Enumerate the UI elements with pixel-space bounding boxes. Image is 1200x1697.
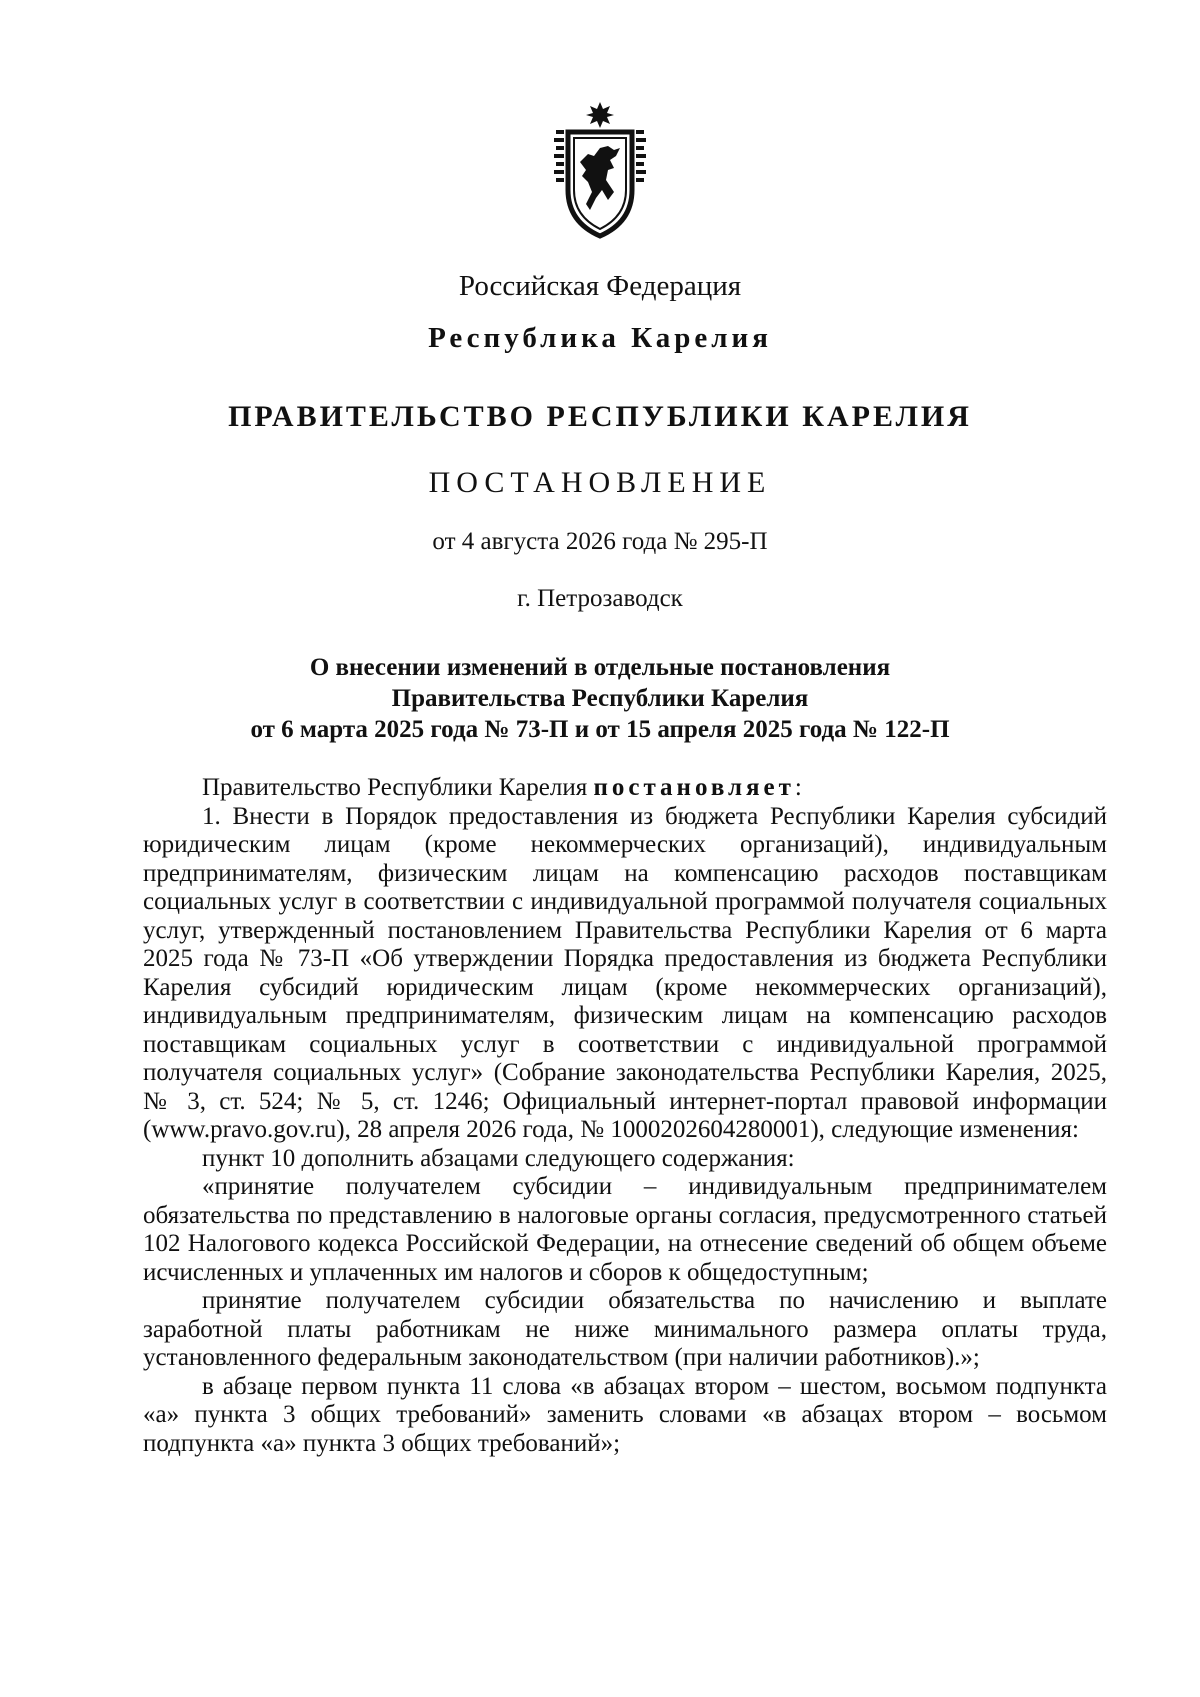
title-line-3: от 6 марта 2025 года № 73-П и от 15 апреля 2025 года № 122-П bbox=[250, 716, 950, 743]
coat-of-arms-emblem bbox=[550, 100, 650, 240]
document-date-number: от 4 августа 2026 года № 295-П bbox=[432, 528, 768, 555]
government-name: ПРАВИТЕЛЬСТВО РЕСПУБЛИКИ КАРЕЛИЯ bbox=[228, 400, 972, 433]
title-line-1: О внесении изменений в отдельные постановления bbox=[309, 654, 891, 681]
country-name: Российская Федерация bbox=[458, 270, 742, 302]
body-paragraph: в абзаце первом пункта 11 слова «в абзацах втором – шестом, восьмом подпункта «а» пункта 3 общих требований» заменить словами «в абзацах втором – восьмом подпункта «а» пункта 3 общих требований»; bbox=[143, 1372, 1107, 1457]
body-paragraph: пункт 10 дополнить абзацами следующего содержания: bbox=[202, 1144, 795, 1172]
body-paragraph: «принятие получателем субсидии – индивидуальным предпринимателем обязательства по представлению в налоговые органы согласия, предусмотренного статьей 102 Налогового кодекса Российской Федерации, на отнесение сведений об общем объеме исчисленных и уплаченных им налогов и сборов к общедоступным; bbox=[143, 1173, 1107, 1286]
body-paragraph: 1. Внести в Порядок предоставления из бюджета Республики Карелия субсидий юридическим лицам (кроме некоммерческих организаций), индивидуальным предпринимателям, физическим лицам на компенсацию расходов поставщикам социальных услуг в соответствии с индивидуальной программой получателя социальных услуг, утвержденный постановлением Правительства Республики Карелия от 6 марта 2025 года № 73-П «Об утверждении Порядка предоставления из бюджета Республики Карелия субсидий юридическим лицам (кроме некоммерческих организаций), индивидуальным предпринимателям, физическим лицам на компенсацию расходов поставщикам социальных услуг в соответствии с индивидуальной программой получателя социальных услуг» (Собрание законодательства Республики Карелия, 2025, № 3, ст. 524; № 5, ст. 1246; Официальный интернет-портал правовой информации (www.pravo.gov.ru), 28 апреля 2026 года, № 1000202604280001), следующие изменения: bbox=[143, 802, 1107, 1143]
preamble-end: : bbox=[794, 774, 802, 801]
preamble-paragraph bbox=[143, 774, 1107, 803]
preamble-verb: постановляет bbox=[593, 774, 795, 801]
document-title bbox=[0, 652, 1200, 745]
preamble-lead: Правительство Республики Карелия bbox=[202, 774, 594, 801]
body-paragraph: принятие получателем субсидии обязательства по начислению и выплате заработной платы работникам не ниже минимального размера оплаты труда, установленного федеральным законодательством (при наличии работников).»; bbox=[143, 1287, 1107, 1371]
title-line-2: Правительства Республики Карелия bbox=[391, 685, 809, 712]
document-body bbox=[143, 774, 1107, 1458]
document-city: г. Петрозаводск bbox=[517, 585, 683, 612]
republic-name: Республика Карелия bbox=[428, 322, 772, 354]
document-type: ПОСТАНОВЛЕНИЕ bbox=[428, 466, 772, 499]
